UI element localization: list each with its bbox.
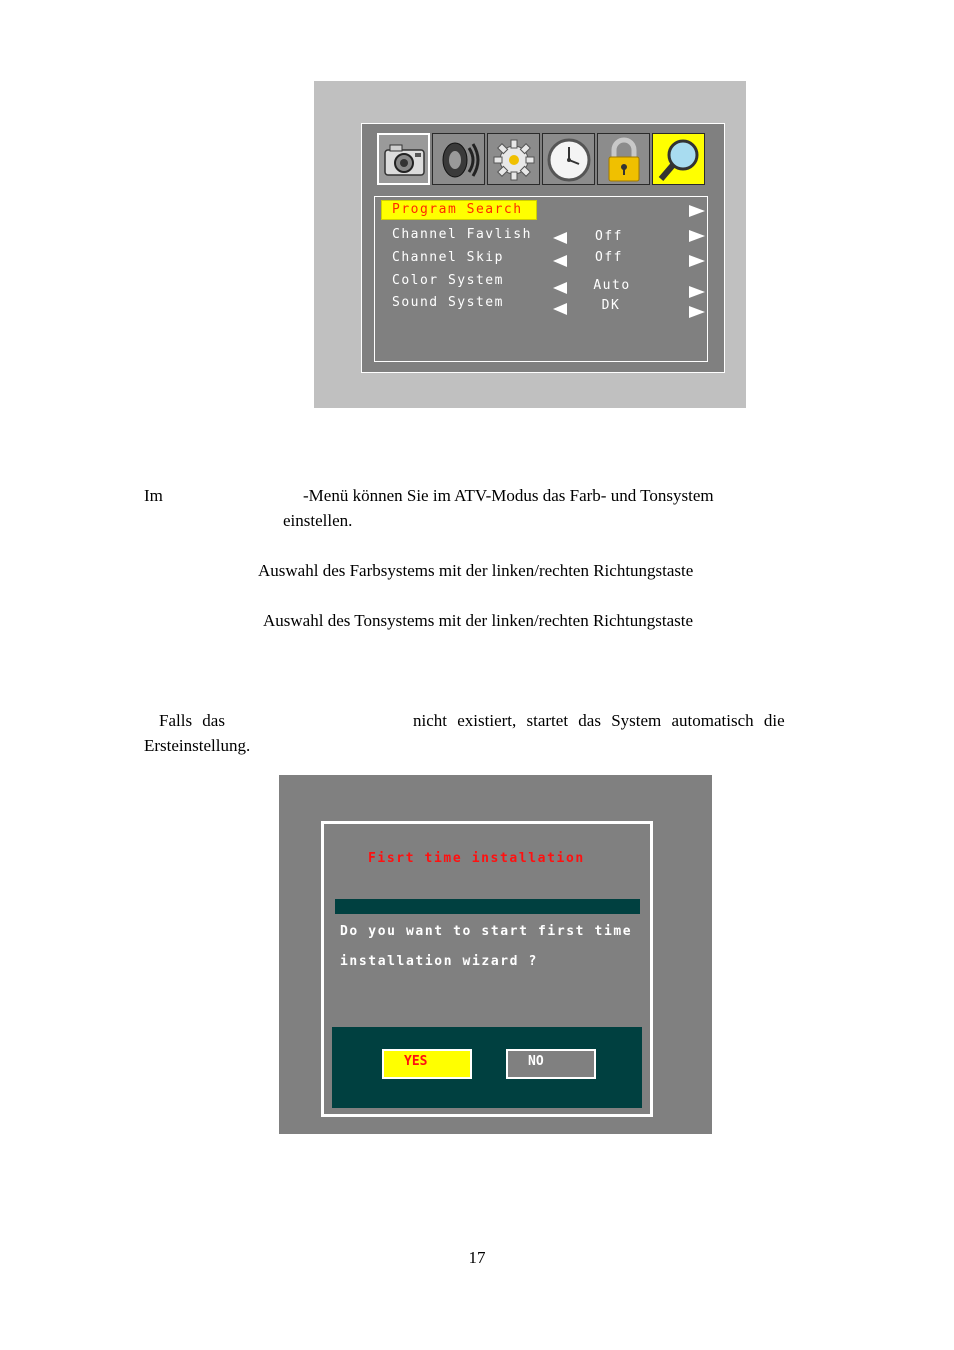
tab-channel[interactable] bbox=[652, 133, 705, 185]
clock-icon bbox=[543, 134, 596, 186]
menu-value: Off bbox=[595, 229, 623, 244]
paragraph-1-start: Im bbox=[144, 486, 163, 505]
no-button[interactable]: NO bbox=[506, 1049, 596, 1079]
osd-menu bbox=[361, 123, 725, 373]
left-arrow-icon[interactable] bbox=[553, 303, 567, 315]
dialog-divider-bar bbox=[335, 899, 640, 914]
tab-sound[interactable] bbox=[432, 133, 485, 185]
speaker-icon bbox=[433, 134, 486, 186]
menu-item-channel-favlish[interactable]: Channel Favlish bbox=[392, 227, 532, 242]
menu-value: Auto bbox=[593, 278, 631, 293]
gear-icon bbox=[488, 134, 541, 186]
tab-picture[interactable] bbox=[377, 133, 430, 185]
dialog-button-area bbox=[332, 1027, 642, 1108]
right-arrow-icon[interactable] bbox=[689, 230, 705, 242]
tab-lock[interactable] bbox=[597, 133, 650, 185]
menu-item-channel-skip[interactable]: Channel Skip bbox=[392, 250, 504, 265]
menu-value: DK bbox=[601, 298, 621, 313]
magnifier-icon bbox=[653, 134, 706, 186]
paragraph-2-rest: nicht existiert, startet das System automatisch die bbox=[413, 711, 785, 730]
paragraph-2-line2: Ersteinstellung. bbox=[144, 736, 251, 755]
dialog-title: Fisrt time installation bbox=[368, 851, 585, 866]
left-arrow-icon[interactable] bbox=[553, 282, 567, 294]
right-arrow-icon[interactable] bbox=[689, 306, 705, 318]
menu-value: Off bbox=[595, 250, 623, 265]
right-arrow-icon[interactable] bbox=[689, 255, 705, 267]
camera-icon bbox=[379, 135, 432, 187]
paragraph-sound-system: Auswahl des Tonsystems mit der linken/rechten Richtungstaste bbox=[263, 611, 694, 630]
left-arrow-icon[interactable] bbox=[553, 255, 567, 267]
menu-item-color-system[interactable]: Color System bbox=[392, 273, 504, 288]
dialog-question-line2: installation wizard ? bbox=[340, 954, 538, 969]
tab-setup[interactable] bbox=[487, 133, 540, 185]
paragraph-1-rest: -Menü können Sie im ATV-Modus das Farb- und Tonsystem bbox=[303, 486, 714, 505]
menu-item-program-search[interactable]: Program Search bbox=[381, 200, 537, 220]
page-number: 17 bbox=[468, 1248, 486, 1267]
installation-screenshot bbox=[279, 775, 712, 1134]
menu-list bbox=[374, 196, 708, 362]
paragraph-1-line2: einstellen. bbox=[283, 511, 353, 530]
left-arrow-icon[interactable] bbox=[553, 232, 567, 244]
menu-item-sound-system[interactable]: Sound System bbox=[392, 295, 504, 310]
lock-icon bbox=[598, 134, 651, 186]
menu-screenshot bbox=[314, 81, 746, 408]
yes-button[interactable]: YES bbox=[382, 1049, 472, 1079]
dialog-question-line1: Do you want to start first time bbox=[340, 924, 633, 939]
first-time-installation-dialog bbox=[321, 821, 653, 1117]
right-arrow-icon[interactable] bbox=[689, 205, 705, 217]
paragraph-color-system: Auswahl des Farbsystems mit der linken/rechten Richtungstaste bbox=[258, 561, 694, 580]
paragraph-2-start: Falls das bbox=[159, 711, 225, 730]
tab-time[interactable] bbox=[542, 133, 595, 185]
right-arrow-icon[interactable] bbox=[689, 286, 705, 298]
